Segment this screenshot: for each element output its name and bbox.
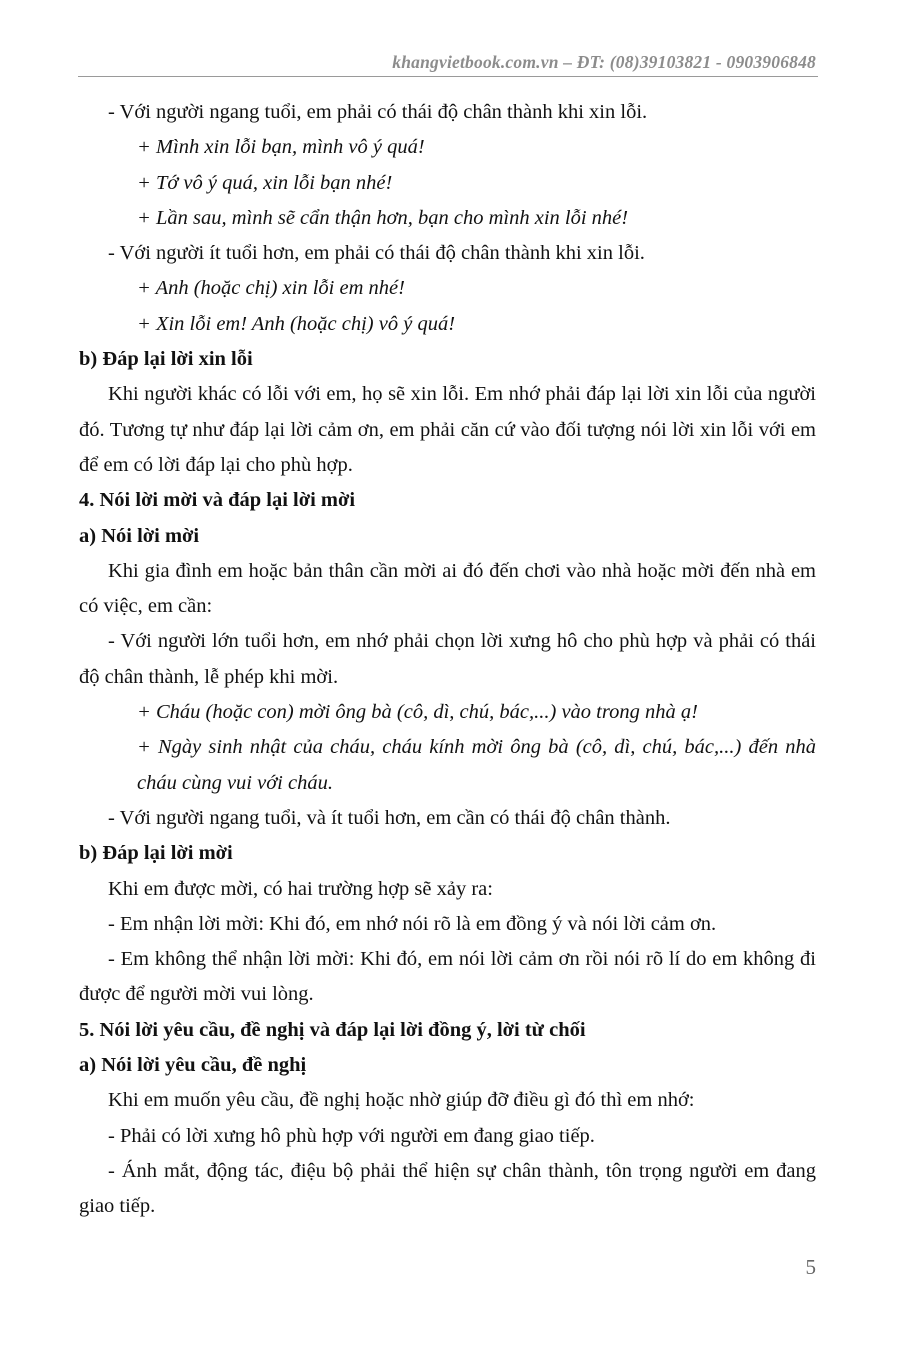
- example-line: + Ngày sinh nhật của cháu, cháu kính mời ông bà (cô, dì, chú, bác,...) đến nhà cháu cùng vui với cháu.: [137, 736, 816, 794]
- paragraph: - Ánh mắt, động tác, điệu bộ phải thể hiện sự chân thành, tôn trọng người em đang giao tiếp.: [79, 1159, 816, 1218]
- paragraph: - Với người ngang tuổi, và ít tuổi hơn, em cần có thái độ chân thành.: [108, 806, 671, 829]
- example-line: + Lần sau, mình sẽ cẩn thận hơn, bạn cho mình xin lỗi nhé!: [137, 206, 629, 229]
- page-body: [79, 95, 816, 1225]
- paragraph: - Em nhận lời mời: Khi đó, em nhớ nói rõ là em đồng ý và nói lời cảm ơn.: [108, 912, 717, 935]
- paragraph: Khi người khác có lỗi với em, họ sẽ xin lỗi. Em nhớ phải đáp lại lời xin lỗi của người đó. Tương tự như đáp lại lời cảm ơn, em phải căn cứ vào đối tượng nói lời xin lỗi với em để em có lời đáp lại cho phù hợp.: [79, 383, 816, 476]
- example-line: + Xin lỗi em! Anh (hoặc chị) vô ý quá!: [137, 312, 456, 335]
- example-line: + Tớ vô ý quá, xin lỗi bạn nhé!: [137, 171, 393, 194]
- example-line: + Mình xin lỗi bạn, mình vô ý quá!: [137, 136, 425, 159]
- example-line: + Cháu (hoặc con) mời ông bà (cô, dì, chú, bác,...) vào trong nhà ạ!: [137, 701, 698, 724]
- paragraph: - Phải có lời xưng hô phù hợp với người em đang giao tiếp.: [108, 1124, 595, 1147]
- example-line: + Anh (hoặc chị) xin lỗi em nhé!: [137, 277, 405, 300]
- section-heading: 5. Nói lời yêu cầu, đề nghị và đáp lại lời đồng ý, lời từ chối: [79, 1018, 586, 1041]
- subsection-heading: a) Nói lời yêu cầu, đề nghị: [79, 1054, 307, 1077]
- header-divider: [78, 76, 818, 77]
- page-header: khangvietbook.com.vn – ĐT: (08)39103821 - 0903906848: [392, 52, 816, 72]
- paragraph: - Với người ít tuổi hơn, em phải có thái độ chân thành khi xin lỗi.: [108, 242, 645, 265]
- page-number: 5: [805, 1255, 816, 1279]
- section-heading: 4. Nói lời mời và đáp lại lời mời: [79, 489, 356, 512]
- paragraph: Khi gia đình em hoặc bản thân cần mời ai đó đến chơi vào nhà hoặc mời đến nhà em có việc, em cần:: [79, 559, 816, 618]
- subsection-heading: b) Đáp lại lời mời: [79, 842, 233, 865]
- paragraph: - Em không thể nhận lời mời: Khi đó, em nói lời cảm ơn rồi nói rõ lí do em không đi được để người mời vui lòng.: [79, 948, 816, 1006]
- subsection-heading: a) Nói lời mời: [79, 524, 200, 547]
- paragraph: - Với người lớn tuổi hơn, em nhớ phải chọn lời xưng hô cho phù hợp và phải có thái độ chân thành, lễ phép khi mời.: [79, 630, 816, 688]
- paragraph: - Với người ngang tuổi, em phải có thái độ chân thành khi xin lỗi.: [108, 101, 648, 123]
- paragraph: Khi em muốn yêu cầu, đề nghị hoặc nhờ giúp đỡ điều gì đó thì em nhớ:: [108, 1089, 695, 1112]
- subsection-heading: b) Đáp lại lời xin lỗi: [79, 348, 253, 371]
- paragraph: Khi em được mời, có hai trường hợp sẽ xảy ra:: [108, 877, 493, 900]
